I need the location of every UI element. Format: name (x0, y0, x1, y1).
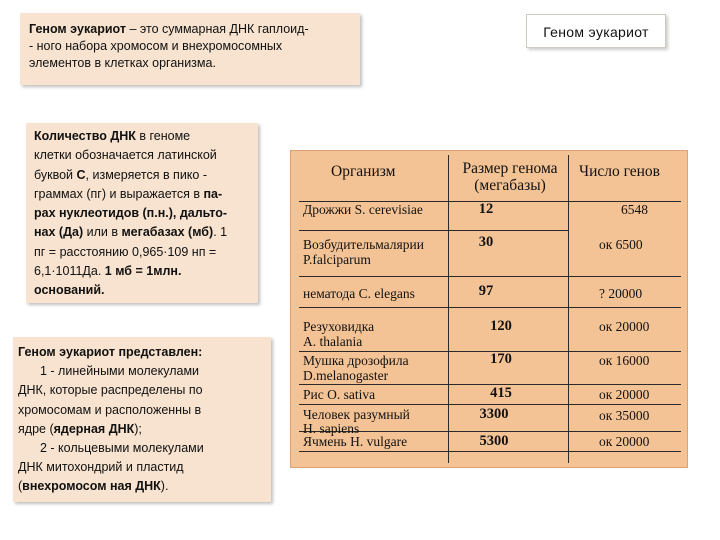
row-3-organism: нематода C. elegans (303, 286, 415, 301)
row-8-organism: Ячмень H. vulgare (303, 434, 408, 449)
rep-line-3: ДНК, которые распределены по (18, 383, 203, 398)
row-3-genes: ? 20000 (599, 286, 643, 301)
rep-heading: Геном эукариот представлен: (18, 345, 203, 359)
amount-letter-c: С (76, 167, 86, 182)
amount-line-3 (34, 166, 250, 185)
header-size (451, 160, 569, 194)
table-row-divider (299, 276, 681, 277)
dna-amount-box (26, 123, 258, 303)
genome-size-table (290, 150, 688, 468)
amount-line-2: клетки обозначается латинской (34, 148, 217, 163)
amount-text-3a: буквой (34, 167, 77, 182)
amount-text-6c: мегабазах (мб) (121, 225, 214, 240)
row-2-genes: ок 6500 (599, 237, 643, 252)
amount-line-1 (34, 127, 250, 146)
header-size-line-1: Размер генома (462, 160, 558, 177)
amount-line-7: пг = расстоянию 0,965·109 нп = (34, 244, 217, 259)
row-6-size: 415 (490, 385, 512, 401)
amount-line-9 (34, 281, 250, 300)
row-5-genes: ок 16000 (599, 353, 650, 368)
row-2-size: 30 (478, 234, 494, 250)
rep-extrachromosomal-dna: внехромосом ная ДНК (22, 479, 161, 494)
row-7-organism-latin: H. sapiens (303, 421, 360, 436)
row-4-organism: Резуховидка (303, 319, 375, 334)
definition-line-3: элементов в клетках организма. (29, 56, 216, 70)
row-5-organism-latin: D.melanogaster (303, 368, 389, 383)
amount-text-3c: , измеряется в пико - (85, 167, 208, 182)
amount-text-8b: 1 мб = 1млн. (104, 264, 182, 279)
rep-nuclear-dna: ядерная ДНК (53, 421, 135, 436)
rep-line-8 (18, 477, 266, 496)
rep-text-8c: ). (160, 479, 169, 494)
table-row-divider (299, 307, 681, 308)
amount-text-6a: нах (Да) (34, 225, 84, 240)
genome-definition-box (20, 13, 360, 85)
rep-line-7: ДНК митохондрий и пластид (18, 460, 184, 475)
row-1-organism: Дрожжи S. cerevisiae (303, 202, 423, 217)
row-2-organism: Возбудительмалярии (303, 237, 424, 252)
amount-text-8a: 6,1·1011Да. (34, 264, 105, 279)
row-7-size: 3300 (479, 406, 509, 422)
amount-text-5: рах нуклеотидов (п.н.), дальто- (34, 206, 227, 221)
row-6-genes: ок 20000 (599, 387, 650, 402)
genome-representation-box (13, 337, 271, 502)
row-8-genes: ок 20000 (599, 434, 650, 449)
row-2-organism-latin: P.falciparum (303, 252, 371, 267)
row-6-organism: Рис O. sativa (303, 387, 376, 402)
table-row-divider (299, 230, 569, 231)
definition-term: Геном эукариот (29, 22, 126, 36)
row-4-genes: ок 20000 (599, 319, 650, 334)
amount-term: Количество ДНК (34, 129, 136, 143)
row-5-organism: Мушка дрозофила (303, 353, 409, 368)
definition-text-1: – это суммарная ДНК гаплоид- (125, 22, 309, 36)
amount-text-4b: па- (203, 186, 223, 201)
definition-line-2: - ного набора хромосом и внехромосомных (29, 39, 283, 53)
rep-text-5c: ); (134, 421, 142, 436)
slide-title: Геном эукариот (526, 14, 666, 48)
header-organism: Организм (331, 163, 396, 180)
amount-line-4 (34, 185, 250, 204)
rep-line-4: хромосомам и расположенны в (18, 402, 202, 417)
amount-text-6d: . 1 (213, 225, 228, 240)
row-7-genes: ок 35000 (599, 408, 650, 423)
amount-text-6b: или в (83, 225, 122, 240)
amount-text-4a: граммах (пг) и выражается в (34, 186, 204, 201)
rep-line-1 (18, 343, 266, 362)
row-5-size: 170 (490, 351, 512, 367)
row-3-size: 97 (478, 283, 494, 299)
header-gene-count: Число генов (579, 163, 661, 180)
table-row-divider (299, 451, 681, 452)
amount-line-5 (34, 204, 250, 223)
definition-line-1 (29, 21, 351, 38)
row-4-size: 120 (490, 318, 512, 334)
amount-text-1: в геноме (135, 129, 191, 143)
row-1-genes: 6548 (621, 202, 648, 217)
rep-text-8a: ( (18, 479, 23, 494)
row-7-organism: Человек разумный (303, 407, 410, 422)
row-1-size: 12 (478, 201, 494, 217)
table-row-divider (299, 404, 681, 405)
rep-line-5 (18, 420, 266, 439)
row-8-size: 5300 (479, 433, 509, 449)
rep-line-6: 2 - кольцевыми молекулами (40, 441, 204, 456)
header-size-line-2: (мегабазы) (474, 177, 546, 194)
rep-line-2: 1 - линейными молекулами (40, 364, 200, 379)
rep-text-5a: ядре ( (18, 421, 54, 436)
amount-line-8 (34, 262, 250, 281)
amount-text-9: оснований. (34, 283, 105, 298)
amount-line-6 (34, 223, 250, 242)
row-4-organism-latin: A. thalania (303, 334, 363, 349)
